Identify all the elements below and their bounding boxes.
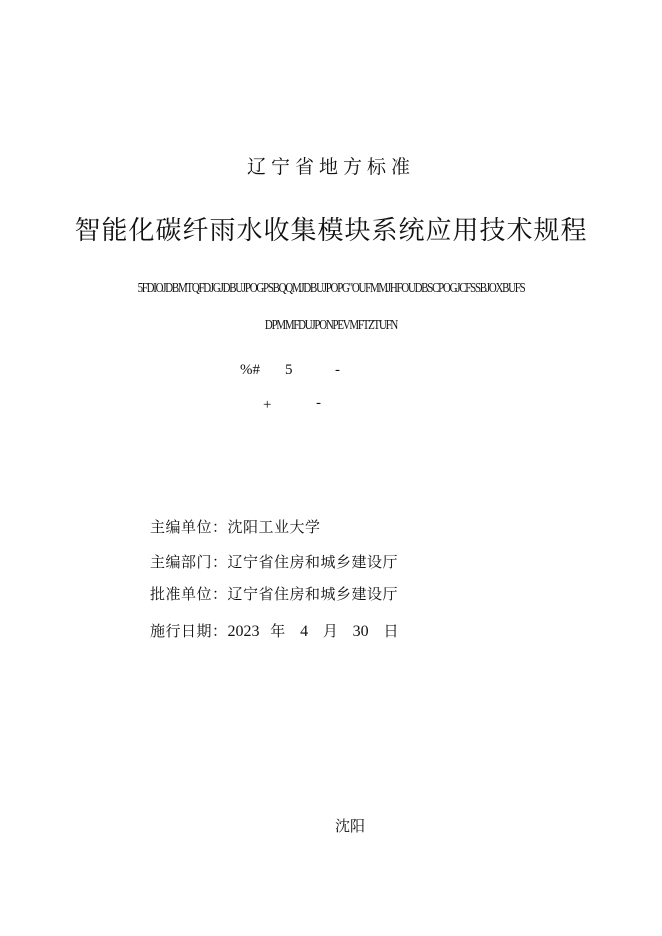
date-day-unit: 日 [383, 622, 399, 640]
approve-unit-row [150, 583, 398, 604]
editor-dept-row [150, 551, 398, 572]
editor-unit-value: 沈阳工业大学 [227, 518, 321, 536]
date-day: 30 [352, 623, 369, 640]
code-prefix: %# [240, 362, 260, 378]
publication-city: 沈阳 [334, 817, 365, 835]
code-prefix: + [263, 397, 272, 413]
approve-unit-value: 辽宁省住房和城乡建设厅 [227, 585, 399, 603]
effective-date-label: 施行日期： [150, 622, 228, 640]
editor-dept-value: 辽宁省住房和城乡建设厅 [227, 553, 399, 571]
editor-unit-label: 主编单位： [150, 518, 228, 536]
english-title-line-1: 5FDIOJDBMTQFDJGJDBUJPOGPSBQQMJDBUJPOPG"OUFMMJHFOUDBSCPOGJCFSSBJOXBUFS [137, 281, 525, 296]
date-year-unit: 年 [270, 622, 286, 640]
english-title-line-2: DPMMFDUJPONPEVMFTZTUFN [264, 318, 398, 333]
code-dash: - [316, 395, 321, 411]
editor-unit-row [150, 516, 321, 537]
standard-type-label: 辽宁省地方标准 [246, 156, 415, 178]
date-month-unit: 月 [322, 622, 338, 640]
editor-dept-label: 主编部门： [150, 553, 228, 571]
date-month: 4 [300, 623, 309, 640]
document-title: 智能化碳纤雨水收集模块系统应用技术规程 [74, 216, 588, 246]
code-mid: 5 [285, 362, 293, 378]
code-dash: - [335, 362, 340, 378]
date-year: 2023 [227, 623, 260, 640]
effective-date-row [150, 620, 398, 641]
approve-unit-label: 批准单位： [150, 585, 228, 603]
